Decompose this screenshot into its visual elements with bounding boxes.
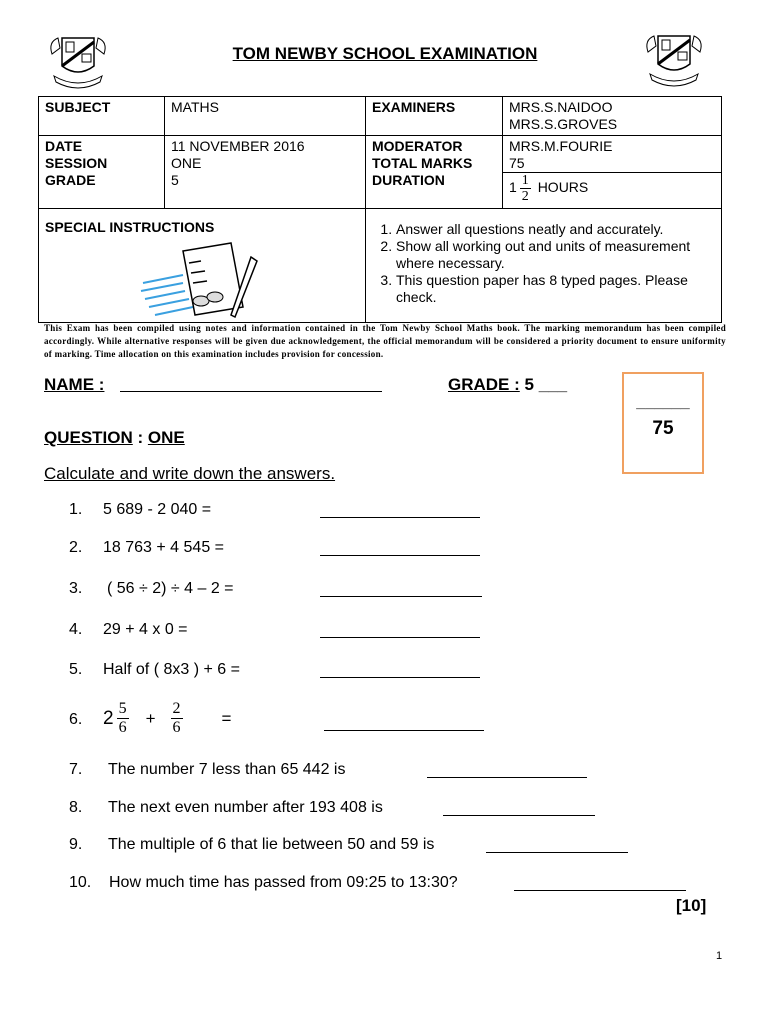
date-label: DATE	[45, 138, 83, 154]
item-number: 5.	[69, 661, 83, 678]
item-text: The next even number after 193 408 is	[108, 799, 383, 816]
mixed-whole: 2	[103, 707, 114, 729]
moderator-total-duration-values	[503, 136, 722, 209]
school-crest-left	[44, 32, 112, 97]
answer-blank[interactable]	[324, 716, 484, 731]
item-text: How much time has passed from 09:25 to 13:30?	[109, 874, 458, 891]
item-number: 9.	[69, 836, 83, 853]
question-instruction: Calculate and write down the answers.	[44, 464, 336, 483]
session-value: ONE	[171, 155, 202, 171]
duration-whole: 1	[509, 179, 517, 196]
marks-total: 75	[652, 418, 674, 439]
student-grade: GRADE : 5 ___	[448, 375, 568, 394]
date-value: 11 NOVEMBER 2016	[171, 138, 305, 154]
instructions-list	[372, 221, 715, 306]
duration-value	[503, 172, 721, 204]
fraction-1: $\frac{5}{6}$	[118, 700, 127, 736]
answer-blank[interactable]	[443, 801, 595, 816]
examiners-label: EXAMINERS	[366, 97, 503, 136]
total-marks-label: TOTAL MARKS	[372, 155, 473, 171]
instruction-item: 1. Answer all questions neatly and accurately.	[396, 221, 715, 238]
answer-blank[interactable]	[320, 541, 480, 556]
plus-sign: +	[145, 708, 156, 728]
exam-info-table	[38, 96, 722, 323]
item-number: 8.	[69, 799, 83, 816]
instruction-item: 3. This question paper has 8 typed pages. Please check.	[396, 272, 715, 306]
item-number: 10.	[69, 874, 92, 891]
answer-blank[interactable]	[486, 838, 628, 853]
item-number: 6.	[69, 711, 83, 728]
instruction-item: 2. Show all working out and units of measurement where necessary.	[396, 238, 715, 272]
date-session-grade-values	[165, 136, 366, 209]
name-field[interactable]	[120, 391, 382, 392]
moderator-value: MRS.M.FOURIE	[509, 138, 613, 154]
item-text: 18 763 + 4 545 =	[103, 539, 224, 556]
item-text: ( 56 ÷ 2) ÷ 4 – 2 =	[107, 580, 234, 597]
answer-blank[interactable]	[514, 876, 686, 891]
answer-blank[interactable]	[320, 663, 480, 678]
exam-paper-clipart-icon	[139, 237, 279, 323]
item-number: 7.	[69, 761, 83, 778]
duration-fraction: $\frac{1}{2}$	[521, 173, 529, 204]
grade-label: GRADE	[45, 172, 96, 188]
marks-blank: ______	[636, 394, 690, 411]
page-title: TOM NEWBY SCHOOL EXAMINATION	[232, 44, 538, 63]
item-number: 4.	[69, 621, 83, 638]
item-text: The number 7 less than 65 442 is	[108, 761, 346, 778]
special-instructions-label: SPECIAL INSTRUCTIONS	[45, 219, 215, 235]
page-number: 1	[716, 950, 723, 962]
grade-value: 5	[171, 172, 179, 188]
item-text: Half of ( 8x3 ) + 6 =	[103, 661, 240, 678]
fraction-2: $\frac{2}{6}$	[172, 700, 181, 736]
subject-value: MATHS	[165, 97, 366, 136]
item-number: 1.	[69, 501, 83, 518]
answer-blank[interactable]	[320, 503, 480, 518]
question-marks: [10]	[676, 896, 707, 915]
marks-box	[622, 372, 704, 474]
item-number: 3.	[69, 580, 83, 597]
item-fraction-expression	[103, 700, 231, 737]
date-session-grade-labels	[39, 136, 165, 209]
examiners-value	[503, 97, 722, 136]
item-text: The multiple of 6 that lie between 50 and 59 is	[108, 836, 435, 853]
answer-blank[interactable]	[427, 763, 587, 778]
total-marks-value: 75	[509, 155, 525, 171]
moderator-label: MODERATOR	[372, 138, 463, 154]
equals-sign: =	[221, 708, 232, 728]
name-label: NAME :	[44, 375, 105, 394]
answer-blank[interactable]	[320, 623, 480, 638]
exam-note: This Exam has been compiled using notes and information contained in the Tom Newby School Maths book. The marking memorandum has been compiled accordingly. While alternative responses will be given due acknowledgement, the official memorandum will be considered a priority document to ensure uniformity of marking. Time allocation on this examination includes provision for concession.	[44, 323, 726, 359]
special-instructions-cell	[39, 209, 366, 323]
subject-label: SUBJECT	[39, 97, 165, 136]
examiner-2: MRS.S.GROVES	[509, 116, 618, 132]
question-heading: QUESTION : ONE	[44, 428, 185, 447]
item-number: 2.	[69, 539, 83, 556]
session-label: SESSION	[45, 155, 108, 171]
instructions-cell	[366, 209, 722, 323]
duration-unit: HOURS	[537, 179, 589, 196]
moderator-total-duration-labels	[366, 136, 503, 209]
examiner-1: MRS.S.NAIDOO	[509, 99, 613, 115]
duration-label: DURATION	[372, 172, 445, 188]
answer-blank[interactable]	[320, 582, 482, 597]
item-text: 5 689 - 2 040 =	[103, 501, 212, 518]
item-text: 29 + 4 x 0 =	[103, 621, 188, 638]
